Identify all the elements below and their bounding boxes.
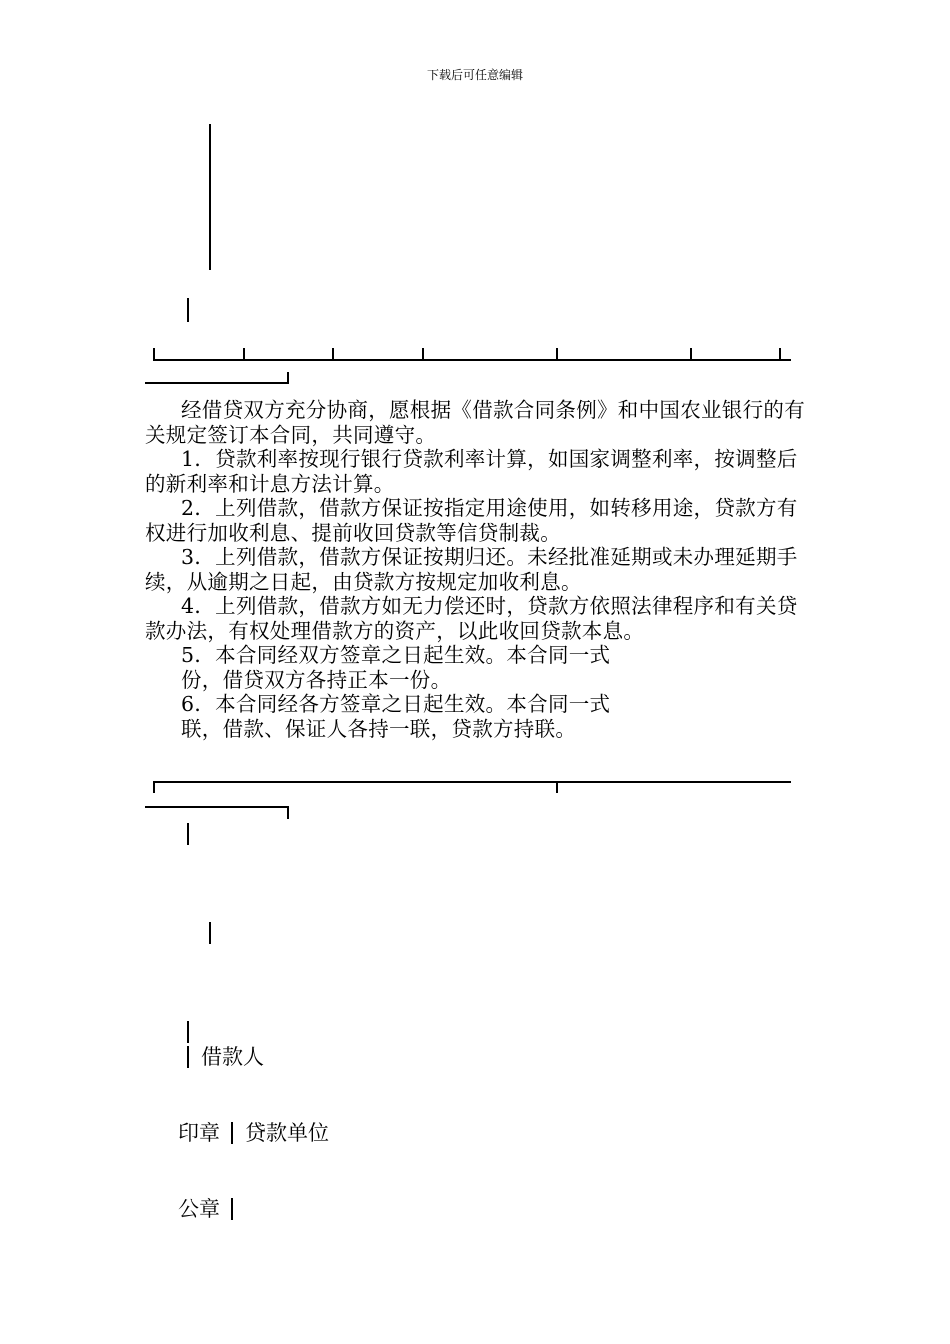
table-border-tick <box>287 806 289 819</box>
table-border-vertical <box>231 1198 233 1220</box>
table-border-vertical <box>209 922 211 944</box>
table-border-tick <box>287 372 289 384</box>
table-border-tick <box>779 348 781 361</box>
table-border-horizontal <box>153 781 791 783</box>
contract-body <box>145 398 805 741</box>
borrower-label: 借款人 <box>201 1045 264 1069</box>
page-header-note: 下载后可任意编辑 <box>426 68 523 82</box>
table-border-horizontal <box>145 382 289 384</box>
intro-paragraph: 经借贷双方充分协商，愿根据《借款合同条例》和中国农业银行的有关规定签订本合同，共同遵守。 <box>145 398 805 447</box>
clause-2: 2．上列借款，借款方保证按指定用途使用，如转移用途，贷款方有权进行加收利息、提前收回贷款等信贷制裁。 <box>145 496 798 545</box>
clause-6-line-1: 6．本合同经各方签章之日起生效。本合同一式 <box>181 692 611 716</box>
seal-label: 印章 <box>178 1121 220 1145</box>
table-border-vertical <box>187 298 189 322</box>
table-border-tick <box>153 348 155 361</box>
clause-5-line-1: 5．本合同经双方签章之日起生效。本合同一式 <box>181 643 611 667</box>
clause-5-line-2: 份，借贷双方各持正本一份。 <box>181 667 452 692</box>
table-border-vertical <box>187 1021 189 1043</box>
table-border-tick <box>153 781 155 793</box>
clause-1: 1．贷款利率按现行银行贷款利率计算，如国家调整利率，按调整后的新利率和计息方法计算。 <box>145 447 798 496</box>
table-border-tick <box>556 348 558 361</box>
table-border-tick <box>422 348 424 361</box>
table-border-tick <box>556 781 558 793</box>
table-border-horizontal <box>145 806 289 808</box>
table-border-vertical <box>231 1122 233 1144</box>
clause-3: 3．上列借款，借款方保证按期归还。未经批准延期或未办理延期手续，从逾期之日起，由贷款方按规定加收利息。 <box>145 545 798 594</box>
table-border-vertical <box>187 823 189 845</box>
table-border-tick <box>243 348 245 361</box>
clause-6-line-2: 联，借款、保证人各持一联，贷款方持联。 <box>181 716 577 741</box>
lender-unit-label: 贷款单位 <box>245 1121 329 1145</box>
table-border-vertical <box>209 124 211 270</box>
official-seal-label: 公章 <box>178 1197 220 1221</box>
table-border-horizontal <box>153 359 791 361</box>
table-border-vertical <box>187 1046 189 1068</box>
clause-4: 4．上列借款，借款方如无力偿还时，贷款方依照法律程序和有关贷款办法，有权处理借款方的资产，以此收回贷款本息。 <box>145 594 798 643</box>
table-border-tick <box>690 348 692 361</box>
table-border-tick <box>332 348 334 361</box>
